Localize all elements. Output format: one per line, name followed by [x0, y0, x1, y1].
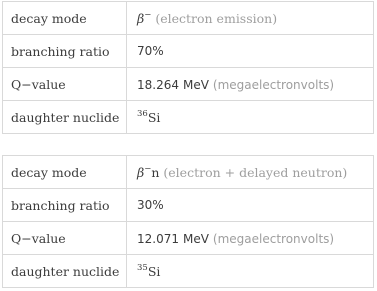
table-row	[3, 35, 374, 68]
row-label: daughter nuclide	[3, 255, 127, 288]
mass-number: 35	[137, 262, 148, 273]
q-value-cell	[127, 222, 374, 255]
decay-mode-note: (electron + delayed neutron)	[163, 164, 348, 180]
q-value-unit: MeV	[182, 77, 209, 92]
row-label: Q−value	[3, 68, 127, 101]
decay-mode-table-1	[2, 1, 374, 134]
row-label: decay mode	[3, 156, 127, 189]
decay-symbol: β	[137, 10, 145, 26]
row-label: Q−value	[3, 222, 127, 255]
table-row	[3, 101, 374, 134]
branching-ratio-value: 30%	[127, 189, 374, 222]
element-symbol: Si	[147, 109, 161, 125]
table-row	[3, 222, 374, 255]
q-value-unit-note: (megaelectronvolts)	[212, 231, 335, 246]
decay-mode-value	[127, 2, 374, 35]
row-label: decay mode	[3, 2, 127, 35]
decay-symbol-suffix: n	[151, 164, 160, 180]
row-label: branching ratio	[3, 189, 127, 222]
daughter-nuclide-value	[127, 255, 374, 288]
decay-mode-note: (electron emission)	[155, 10, 278, 26]
decay-mode-value	[127, 156, 374, 189]
branching-ratio-value: 70%	[127, 35, 374, 68]
table-row	[3, 189, 374, 222]
row-label: daughter nuclide	[3, 101, 127, 134]
row-label: branching ratio	[3, 35, 127, 68]
table-row	[3, 2, 374, 35]
decay-mode-table-2	[2, 155, 374, 288]
q-value-unit-note: (megaelectronvolts)	[212, 77, 335, 92]
decay-symbol-sup: −	[144, 9, 152, 20]
daughter-nuclide-value	[127, 101, 374, 134]
table-row	[3, 68, 374, 101]
q-value-unit: MeV	[182, 231, 209, 246]
table-row	[3, 255, 374, 288]
mass-number: 36	[137, 108, 148, 119]
decay-symbol: β	[137, 164, 145, 180]
q-value-number: 12.071	[137, 231, 179, 246]
q-value-cell	[127, 68, 374, 101]
q-value-number: 18.264	[137, 77, 179, 92]
decay-symbol-sup: −	[144, 163, 152, 174]
table-row	[3, 156, 374, 189]
element-symbol: Si	[147, 263, 161, 279]
